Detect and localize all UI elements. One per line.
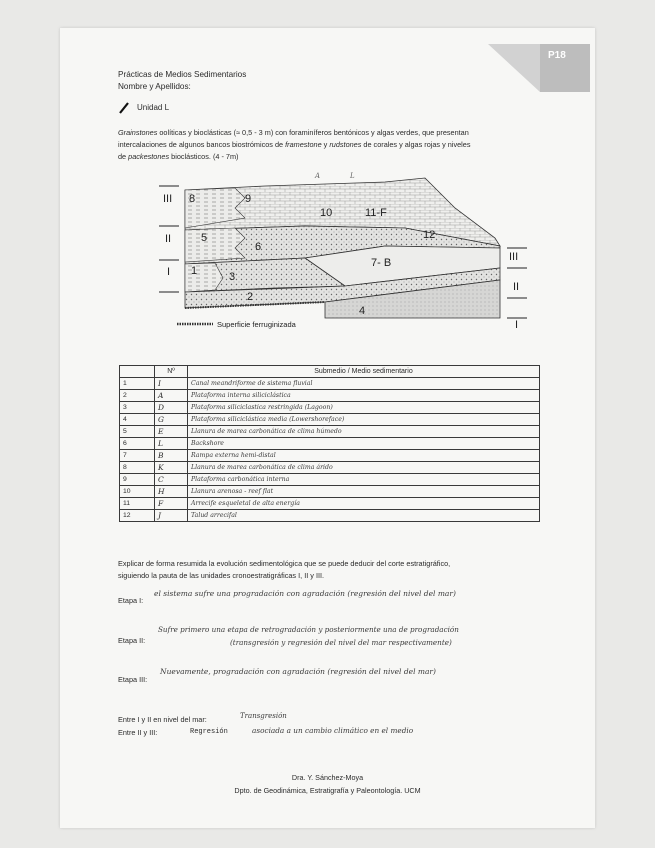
row-number: 12 (120, 510, 155, 522)
row-code: A (155, 390, 188, 402)
row-number: 4 (120, 414, 155, 426)
unit-description: Grainstones oolíticas y bioclásticas (≈ 0,5 - 3 m) con foraminíferos bentónicos y algas verdes, que presentan intercalaciones de algunos bancos biostrómicos de framestone y rudstones de corales y algas rojas y niveles de packestones bioclásticos. (4 - 7m) (118, 128, 471, 161)
desc-term-framestone: framestone (285, 140, 322, 149)
row-code: K (155, 462, 188, 474)
row-number: 5 (120, 426, 155, 438)
table-row (120, 390, 540, 402)
table-row (120, 510, 540, 522)
row-description: Llanura de marea carbonática de clima árido (188, 462, 540, 474)
layer-label-6: 6 (255, 241, 262, 253)
etapa-2-answer-line1: Sufre primero una etapa de retrogradación y posteriormente una de progradación (158, 625, 459, 634)
stratigraphic-cross-section (155, 168, 540, 343)
row-code: C (155, 474, 188, 486)
row-description: Talud arrecifal (188, 510, 540, 522)
etapa-3-answer: Nuevamente, progradación con agradación (regresión del nivel del mar) (160, 667, 436, 676)
row-description: Arrecife esqueletal de alta energía (188, 498, 540, 510)
entre-ii-iii-answer: asociada a un cambio climático en el medio (252, 726, 414, 735)
entre-ii-iii-typed-answer: Regresión (190, 728, 228, 736)
etapa-1-answer: el sistema sufre una progradación con agradación (regresión del nivel del mar) (154, 589, 456, 598)
table-header-row (120, 366, 540, 378)
row-number: 3 (120, 402, 155, 414)
desc-term-rudstones: rudstones (329, 140, 362, 149)
desc-term-grainstones: Grainstones (118, 128, 158, 137)
row-number: 6 (120, 438, 155, 450)
table-row (120, 426, 540, 438)
row-number: 1 (120, 378, 155, 390)
table-row (120, 378, 540, 390)
page-title: Prácticas de Medios Sedimentarios (118, 70, 247, 79)
page-badge-label: P18 (548, 50, 566, 61)
unit-label: Unidad L (137, 103, 170, 112)
question-line-2: siguiendo la pauta de las unidades cronoestratigráficas I, II y III. (118, 571, 325, 580)
row-number: 9 (120, 474, 155, 486)
etapa-2-label: Etapa II: (118, 636, 146, 645)
entre-ii-iii-label: Entre II y III: (118, 728, 158, 737)
table-row (120, 414, 540, 426)
name-label: Nombre y Apellidos: (118, 82, 191, 91)
etapa-2-answer-line2: (transgresión y regresión del nivel del mar respectivamente) (230, 638, 452, 647)
row-number: 10 (120, 486, 155, 498)
layer-label-12: 12 (423, 229, 436, 241)
hand-mark-a: A (315, 172, 321, 180)
layer-label-1: 1 (191, 265, 198, 277)
etapa-1-label: Etapa I: (118, 596, 144, 605)
left-unit-II: II (165, 233, 172, 245)
row-code: G (155, 414, 188, 426)
layer-label-9: 9 (245, 193, 252, 205)
row-number: 2 (120, 390, 155, 402)
left-unit-I: I (167, 266, 171, 278)
etapa-3-label: Etapa III: (118, 675, 148, 684)
row-code: E (155, 426, 188, 438)
row-description: Canal meandriforme de sistema fluvial (188, 378, 540, 390)
row-code: I (155, 378, 188, 390)
right-unit-I: I (515, 319, 519, 331)
row-description: Llanura de marea carbonática de clima húmedo (188, 426, 540, 438)
row-description: Plataforma siliciclástica media (Lowershoreface) (188, 414, 540, 426)
layer-label-4: 4 (359, 305, 366, 317)
table-row (120, 462, 540, 474)
question-line-1: Explicar de forma resumida la evolución sedimentológica que se puede deducir del corte estratigráfico, (118, 559, 451, 568)
legend-ferruginous-surface: Superficie ferruginizada (217, 320, 296, 329)
layer-label-3: 3 (229, 271, 236, 283)
table-row (120, 450, 540, 462)
header-submedio: Submedio / Medio sedimentario (188, 366, 540, 378)
row-description: Backshore (188, 438, 540, 450)
table-row (120, 498, 540, 510)
footer-author: Dra. Y. Sánchez-Moya (291, 773, 364, 782)
row-description: Plataforma siliciclastica restringida (Lagoon) (188, 402, 540, 414)
row-code: L (155, 438, 188, 450)
row-number: 8 (120, 462, 155, 474)
entre-i-ii-answer: Transgresión (240, 712, 287, 720)
row-code: H (155, 486, 188, 498)
right-unit-II: II (513, 281, 520, 293)
entre-i-ii-label: Entre I y II en nivel del mar: (118, 715, 207, 724)
layer-label-10: 10 (320, 207, 333, 219)
row-description: Rampa externa hemi-distal (188, 450, 540, 462)
submedio-table (119, 365, 540, 522)
row-description: Llanura arenosa - reef flat (188, 486, 540, 498)
layer-label-8: 8 (189, 193, 196, 205)
table-row (120, 474, 540, 486)
row-number: 11 (120, 498, 155, 510)
row-code: J (155, 510, 188, 522)
row-code: F (155, 498, 188, 510)
row-number: 7 (120, 450, 155, 462)
table-row (120, 402, 540, 414)
layer-label-2: 2 (247, 291, 254, 303)
footer-department: Dpto. de Geodinámica, Estratigrafía y Paleontología. UCM (234, 786, 421, 795)
right-unit-III: III (509, 251, 519, 263)
row-description: Plataforma carbonática interna (188, 474, 540, 486)
row-code: D (155, 402, 188, 414)
table-row (120, 486, 540, 498)
layer-label-11-F: 11-F (365, 207, 387, 219)
hand-mark-l: L (350, 172, 355, 180)
layer-label-5: 5 (201, 232, 208, 244)
pen-icon (118, 101, 130, 115)
row-description: Plataforma interna siliciclástica (188, 390, 540, 402)
desc-term-packestones: packestones (128, 152, 170, 161)
table-row (120, 438, 540, 450)
page-corner-fold (488, 44, 540, 92)
layer-label-7-B: 7- B (371, 257, 392, 269)
row-code: B (155, 450, 188, 462)
left-unit-III: III (163, 193, 173, 205)
header-number: Nº (155, 366, 188, 378)
